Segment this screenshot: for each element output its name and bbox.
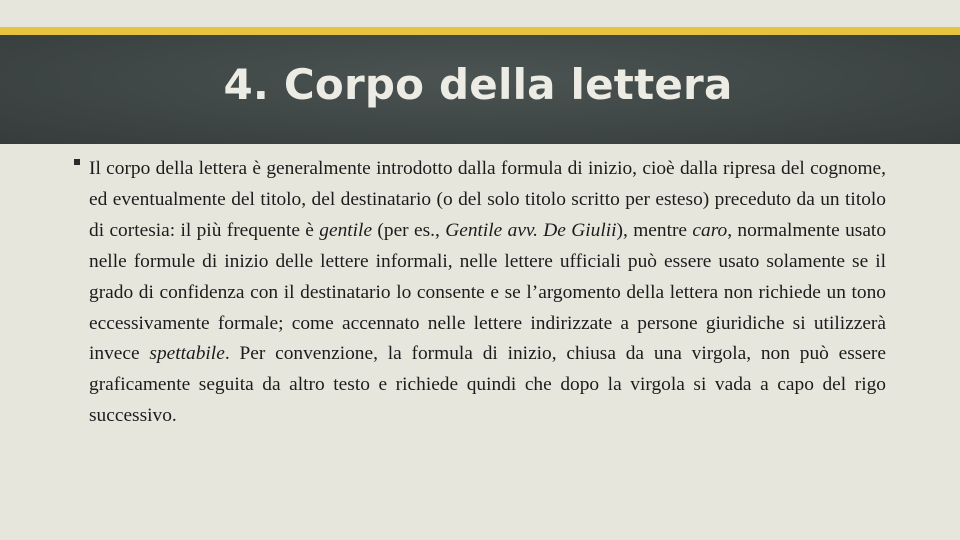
body-text-part-5: . Per convenzione, la formula di inizio, chiusa da una virgola, non può essere graficamente seguita da altro testo e richiede quindi che dopo la virgola si vada a capo del rigo successivo. — [89, 343, 886, 427]
accent-stripe — [0, 27, 960, 35]
body-text-part-4: , normalmente usato nelle formule di inizio delle lettere informali, nelle lettere ufficiali può essere usato solamente se il grado di confidenza con il destinatario lo consente e se l’argomento della lettera non richiede un tono eccessivamente formale; come accennato nelle lettere indirizzate a persone giuridiche si utilizzerà invece — [89, 219, 887, 365]
term-gentile: gentile — [319, 219, 373, 241]
term-caro: caro — [692, 219, 728, 241]
body-paragraph — [89, 154, 886, 432]
body-text-part-3: ), mentre — [616, 219, 693, 241]
slide-title: 4. Corpo della lettera — [223, 60, 733, 109]
term-spettabile: spettabile — [149, 343, 225, 365]
example-salutation: Gentile avv. De Giulii — [445, 219, 617, 241]
body-text-part-1: Il corpo della lettera è generalmente introdotto dalla formula di inizio, cioè dalla ripresa del cognome, ed eventualmente del titolo, del destinatario (o del solo titolo scritto per esteso) preceduto da un titolo di cortesia: il più frequente è — [89, 158, 886, 241]
body-text-part-2: (per es., — [372, 219, 446, 241]
square-bullet-icon — [74, 159, 80, 165]
